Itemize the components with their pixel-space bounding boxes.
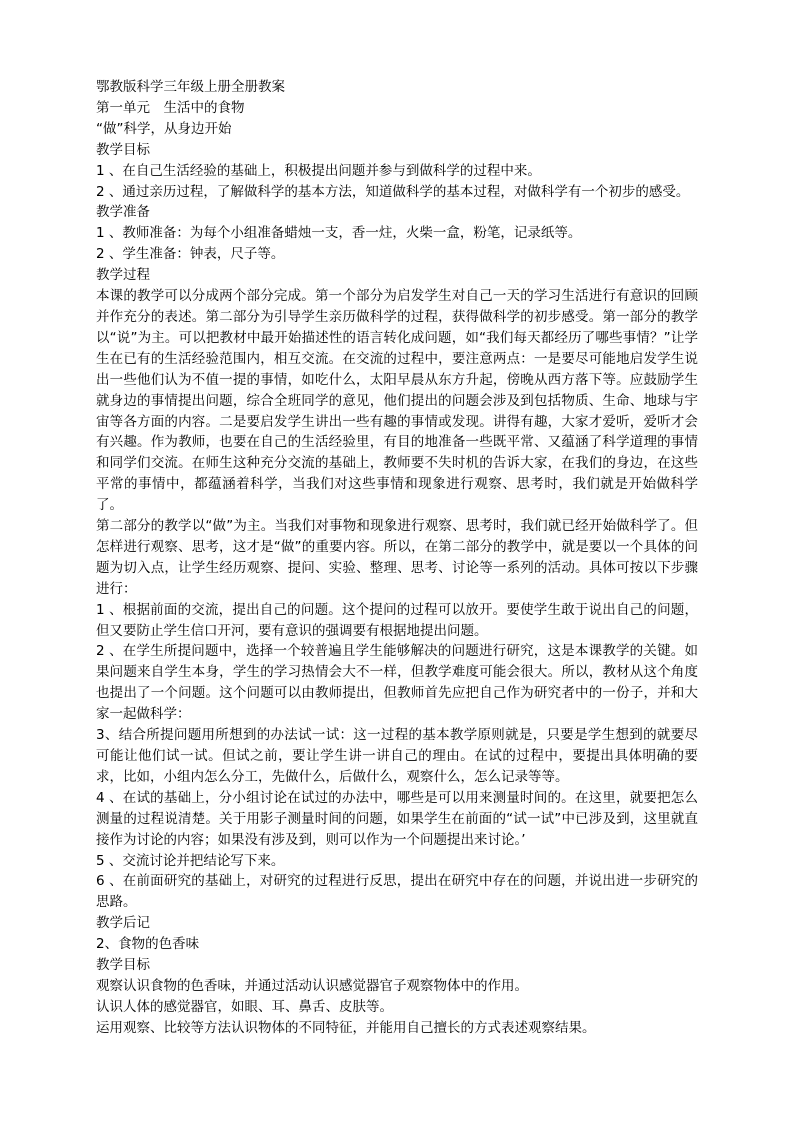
- process-step: 1 、根据前面的交流，提出自己的问题。这个提问的过程可以放开。要使学生敢于说出自己的问题，但又要防止学生信口开河，要有意识的强调要有根据地提出问题。: [96, 601, 698, 639]
- goal-item: 2 、通过亲历过程，了解做科学的基本方法，知道做科学的基本过程，对做科学有一个初步的感受。: [96, 183, 690, 200]
- goal-item: 观察认识食物的色香味，并通过活动认识感觉器官子观察物体中的作用。: [96, 977, 528, 994]
- process-step: 6 、在前面研究的基础上，对研究的过程进行反思，提出在研究中存在的问题，并说出进一步研究的思路。: [96, 873, 698, 911]
- lesson-title: “做”科学，从身边开始: [96, 120, 232, 137]
- goal-item: 1 、在自己生活经验的基础上，积极提出问题并参与到做科学的过程中来。: [96, 162, 541, 179]
- document-page: [96, 77, 698, 1039]
- process-step: 5 、交流讨论并把结论写下来。: [96, 852, 285, 869]
- unit-heading: 第一单元 生活中的食物: [96, 99, 245, 116]
- process-step: 4 、在试的基础上，分小组讨论在试过的办法中，哪些是可以用来测量时间的。在这里，就要把怎么测量的过程说清楚。关于用影子测量时间的问题，如果学生在前面的“试一试”中已涉及到，这里就直接作为讨论的内容；如果没有涉及到，则可以作为一个问题提出来讨论。’: [96, 789, 698, 848]
- preparation-item: 1 、教师准备：为每个小组准备蜡烛一支，香一炷，火柴一盒，粉笔，记录纸等。: [96, 225, 582, 242]
- body-paragraph: 第二部分的教学以“做”为主。当我们对事物和现象进行观察、思考时，我们就已经开始做科学了。但怎样进行观察、思考，这才是“做”的重要内容。所以，在第二部分的教学中，就是要以一个具体的问题为切入点，让学生经历观察、提问、实验、整理、思考、讨论等一系列的活动。具体可按以下步骤进行：: [96, 518, 698, 597]
- section-heading-preparation: 教学准备: [96, 204, 150, 221]
- goal-item: 运用观察、比较等方法认识物体的不同特征，并能用自己擅长的方式表述观察结果。: [96, 1019, 596, 1036]
- preparation-item: 2 、学生准备：钟表，尺子等。: [96, 246, 285, 263]
- section-heading-notes: 教学后记: [96, 915, 150, 932]
- section-heading-process: 教学过程: [96, 267, 150, 284]
- section-heading-goals: 教学目标: [96, 957, 150, 974]
- process-step: 3、结合所提问题用所想到的办法试一试：这一过程的基本教学原则就是，只要是学生想到的就要尽可能让他们试一试。但试之前，要让学生讲一讲自己的理由。在试的过程中，要提出具体明确的要求，比如，小组内怎么分工，先做什么，后做什么，观察什么，怎么记录等等。: [96, 727, 698, 785]
- process-step: 2 、在学生所提问题中，选择一个较普遍且学生能够解决的问题进行研究，这是本课教学的关键。如果问题来自学生本身，学生的学习热情会大不一样，但教学难度可能会很大。所以，教材从这个角度也提出了一个问题。这个问题可以由教师提出，但教师首先应把自己作为研究者中的一份子，并和大家一起做科学：: [96, 643, 698, 723]
- document-title: 鄂教版科学三年级上册全册教案: [96, 79, 285, 95]
- goal-item: 认识人体的感觉器官，如眼、耳、鼻舌、皮肤等。: [96, 998, 393, 1015]
- section-heading-goals: 教学目标: [96, 141, 150, 158]
- lesson-title: 2、食物的色香味: [96, 936, 200, 953]
- body-paragraph: 本课的教学可以分成两个部分完成。第一个部分为启发学生对自己一天的学习生活进行有意识的回顾并作充分的表述。第二部分为引导学生亲历做科学的过程，获得做科学的初步感受。第一部分的教学以“说”为主。可以把教材中最开始描述性的语言转化成问题，如“我们每天都经历了哪些事情？”让学生在已有的生活经验范围内，相互交流。在交流的过程中，要注意两点：一是要尽可能地启发学生说出一些他们认为不值一提的事情，如吃什么，太阳早晨从东方升起，傍晚从西方落下等。应鼓励学生就身边的事情提出问题，综合全班同学的意见，他们提出的问题会涉及到包括物质、生命、地球与宇宙等各方面的内容。二是要启发学生讲出一些有趣的事情或发现。讲得有趣，大家才爱听，爱听才会有兴趣。作为教师，也要在自己的生活经验里，有目的地准备一些既平常、又蕴涵了科学道理的事情和同学们交流。在师生这种充分交流的基础上，教师要不失时机的告诉大家，在我们的身边，在这些平常的事情中，都蕴涵着科学，当我们对这些事情和现象进行观察、思考时，我们就是开始做科学了。: [96, 288, 698, 514]
